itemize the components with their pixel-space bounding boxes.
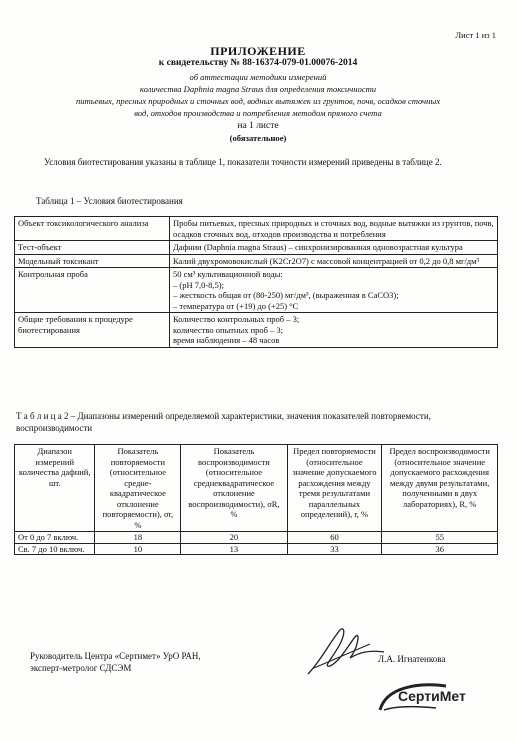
condition-label: Объект токсикологического анализа bbox=[15, 217, 170, 241]
subtitle-line-3: питьевых, пресных природных и сточных вод, водных вытяжек из грунтов, почв, осадков сточных bbox=[75, 96, 441, 106]
conditions-row bbox=[15, 313, 498, 348]
accuracy-row bbox=[15, 543, 498, 555]
footer-position: Руководитель Центра «Сертимет» УрО РАН, bbox=[30, 651, 201, 661]
condition-value: Количество контрольных проб – 3; количество опытных проб – 3; время наблюдения – 48 часов bbox=[170, 313, 498, 348]
logo-text: СертиМет bbox=[398, 688, 466, 704]
condition-label: Общие требования к процедуре биотестирования bbox=[15, 313, 170, 348]
value-cell: 20 bbox=[181, 532, 287, 544]
condition-value: Калий двухромовокислый (K2Cr2O7) с массовой концентрацией от 0,2 до 0,8 мг/дм³ bbox=[170, 254, 498, 268]
subtitle-line-1: об аттестации методики измерений bbox=[189, 72, 327, 82]
subtitle-line-4: вод, отходов производства и потребления методом прямого счета bbox=[134, 108, 382, 118]
footer-role: эксперт-метролог СДСЭМ bbox=[30, 663, 132, 673]
value-cell: 10 bbox=[95, 543, 181, 555]
conditions-row bbox=[15, 217, 498, 241]
value-cell: 13 bbox=[181, 543, 287, 555]
subtitle-line-5: на 1 листе bbox=[237, 121, 279, 131]
sheet-number: Лист 1 из 1 bbox=[455, 30, 496, 40]
condition-label: Контрольная проба bbox=[15, 268, 170, 313]
value-cell: 55 bbox=[382, 532, 498, 544]
conditions-row bbox=[15, 241, 498, 255]
condition-label: Модельный токсикант bbox=[15, 254, 170, 268]
accuracy-row bbox=[15, 532, 498, 544]
conditions-row bbox=[15, 268, 498, 313]
accuracy-header: Показатель воспроизводимости (относительное среднеквадратическое отклонение воспроизводимости), σR, % bbox=[181, 445, 287, 532]
intro-text: Условия биотестирования указаны в таблице 1, показатели точности измерений приведены в таблице 2. bbox=[44, 157, 442, 167]
conditions-table bbox=[14, 216, 498, 348]
table1-caption: Таблица 1 – Условия биотестирования bbox=[36, 196, 183, 206]
subtitle-line-2: количества Daphnia magna Straus для определения токсичности bbox=[139, 84, 377, 94]
condition-value: Дафнии (Daphnia magna Straus) – синхронизированная одновозрастная культура bbox=[170, 241, 498, 255]
document-title: ПРИЛОЖЕНИЕ bbox=[210, 44, 306, 58]
accuracy-header: Диапазон измерений количества дафний, шт. bbox=[15, 445, 95, 532]
signer-name: Л.А. Игнатенкова bbox=[378, 654, 446, 664]
subtitle-line-6: (обязательное) bbox=[229, 133, 287, 143]
condition-value: 50 см³ культивационной воды: – (pH 7,0-8,5); – жесткость общая от (80-250) мг/дм³, (выраженная в CaCO3); – температура от (+19) до (+25) °С bbox=[170, 268, 498, 313]
value-cell: 33 bbox=[287, 543, 382, 555]
range-cell: Св. 7 до 10 включ. bbox=[15, 543, 95, 555]
accuracy-header: Показатель повторяемости (относительное средне-квадратическое отклонение повторяемости), σr, % bbox=[95, 445, 181, 532]
value-cell: 60 bbox=[287, 532, 382, 544]
table2-caption: Т а б л и ц а 2 – Диапазоны измерений определяемой характеристики, значения показателей повторяемости, воспроизводимости bbox=[16, 411, 431, 433]
sertimet-logo bbox=[376, 680, 486, 716]
signature bbox=[300, 622, 390, 682]
accuracy-header: Предел воспроизводимости (относительное значение допускаемого расхождения между двумя результатами, полученными в двух лабораториях), R, % bbox=[382, 445, 498, 532]
condition-value: Пробы питьевых, пресных природных и сточных вод, водные вытяжки из грунтов, почв, осадков сточных вод, отходов производства и потребления bbox=[170, 217, 498, 241]
intro-paragraph bbox=[24, 156, 494, 168]
conditions-row bbox=[15, 254, 498, 268]
range-cell: От 0 до 7 включ. bbox=[15, 532, 95, 544]
value-cell: 18 bbox=[95, 532, 181, 544]
accuracy-table bbox=[14, 444, 498, 555]
accuracy-header: Предел повторяемости (относительное значение допускаемого расхождения между тремя результатами параллельных определений), r, % bbox=[287, 445, 382, 532]
certificate-number: к свидетельству № 88-16374-079-01.00076-2014 bbox=[158, 58, 358, 68]
condition-label: Тест-объект bbox=[15, 241, 170, 255]
value-cell: 36 bbox=[382, 543, 498, 555]
